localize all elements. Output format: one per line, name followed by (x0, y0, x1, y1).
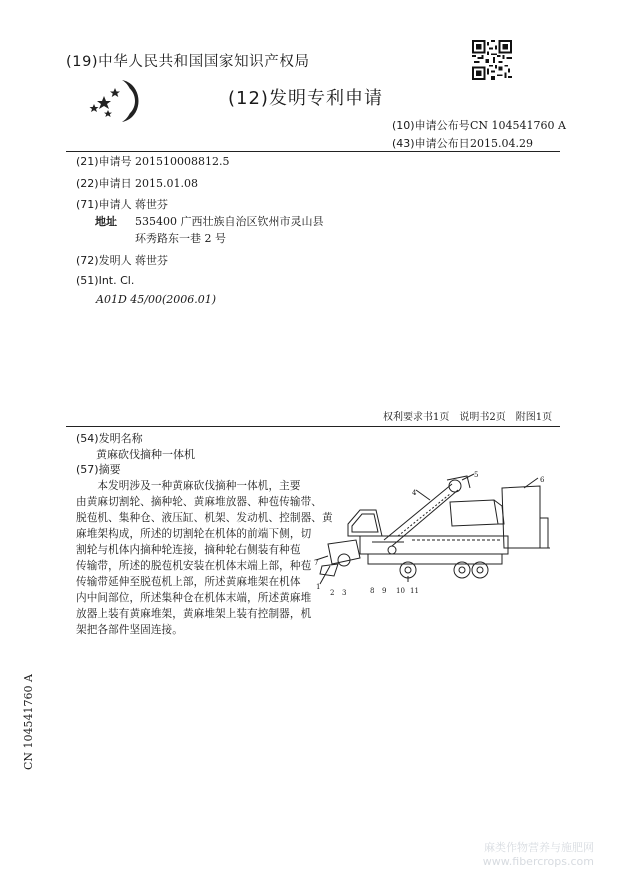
pub-date-label: (43)申请公布日 (392, 137, 470, 150)
figure-label: 8 (370, 587, 375, 595)
sipo-logo (82, 74, 154, 126)
office-name: (19)中华人民共和国国家知识产权局 (66, 54, 310, 70)
title-label: (54)发明名称 (76, 432, 143, 445)
app-no-value: 201510008812.5 (135, 155, 230, 168)
abstract-line: 传输带延伸至脱苞机上部，所述黄麻堆架在机体 (76, 576, 301, 588)
qr-code (472, 40, 512, 80)
app-date-value: 2015.01.08 (135, 177, 198, 190)
abstract-line: 脱苞机、集种仓、液压缸、机架、发动机、控制器、黄 (76, 512, 333, 524)
header-rule (66, 151, 560, 152)
abstract-line: 架把各部件坚固连接。 (76, 624, 183, 636)
figure-label: 9 (382, 587, 387, 595)
abstract-line: 传输带，所述的脱苞机安装在机体末端上部，种苞 (76, 560, 312, 572)
abstract-line: 内中间部位，所述集种仓在机体末端，所述黄麻堆 (76, 592, 312, 604)
abstract-line: 放器上装有黄麻堆架，黄麻堆架上装有控制器，机 (76, 608, 312, 620)
abstract-label: (57)摘要 (76, 463, 121, 476)
pub-no-value: CN 104541760 A (470, 119, 566, 132)
app-no-label: (21)申请号 (76, 155, 132, 168)
abstract-text (76, 478, 333, 638)
figure-label: 7 (314, 559, 319, 567)
address-line2: 环秀路东一巷 2 号 (135, 232, 226, 245)
int-cl-value: A01D 45/00(2006.01) (96, 293, 217, 306)
address-label: 地址 (95, 215, 117, 228)
figure-label: 4 (412, 489, 417, 497)
side-pub-no: CN 104541760 A (22, 674, 35, 770)
watermark-line1: 麻类作物营养与施肥网 (484, 841, 594, 854)
figure-label: 11 (410, 587, 419, 595)
watermark (483, 841, 594, 869)
document-type: (12)发明专利申请 (228, 88, 383, 109)
abstract-line: 本发明涉及一种黄麻砍伐摘种一体机，主要 (76, 480, 301, 492)
app-date-label: (22)申请日 (76, 177, 132, 190)
page-counts: 权利要求书1页 说明书2页 附图1页 (383, 412, 553, 423)
pub-no-label: (10)申请公布号 (392, 119, 470, 132)
figure-label: 1 (316, 583, 321, 591)
int-cl-label: (51)Int. Cl. (76, 274, 135, 287)
address-line1: 535400 广西壮族自治区钦州市灵山县 (135, 215, 324, 228)
applicant-value: 蒋世芬 (135, 198, 168, 211)
pub-date-value: 2015.04.29 (470, 137, 533, 150)
inventor-value: 蒋世芬 (135, 254, 168, 267)
figure-label: 3 (342, 589, 347, 597)
title-value: 黄麻砍伐摘种一体机 (96, 448, 195, 461)
figure-label: 10 (396, 587, 405, 595)
figure-label: 6 (540, 476, 545, 484)
middle-rule (66, 426, 560, 427)
abstract-line: 麻堆架构成，所述的切割轮在机体的前端下侧，切 (76, 528, 312, 540)
figure-label: 5 (474, 471, 479, 479)
watermark-line2: www.fibercrops.com (482, 855, 594, 868)
machine-drawing (312, 466, 554, 596)
figure-label: 2 (330, 589, 335, 597)
abstract-line: 由黄麻切割轮、摘种轮、黄麻堆放器、种苞传输带、 (76, 496, 322, 508)
inventor-label: (72)发明人 (76, 254, 132, 267)
abstract-line: 割轮与机体内摘种轮连接，摘种轮右侧装有种苞 (76, 544, 301, 556)
applicant-label: (71)申请人 (76, 198, 132, 211)
